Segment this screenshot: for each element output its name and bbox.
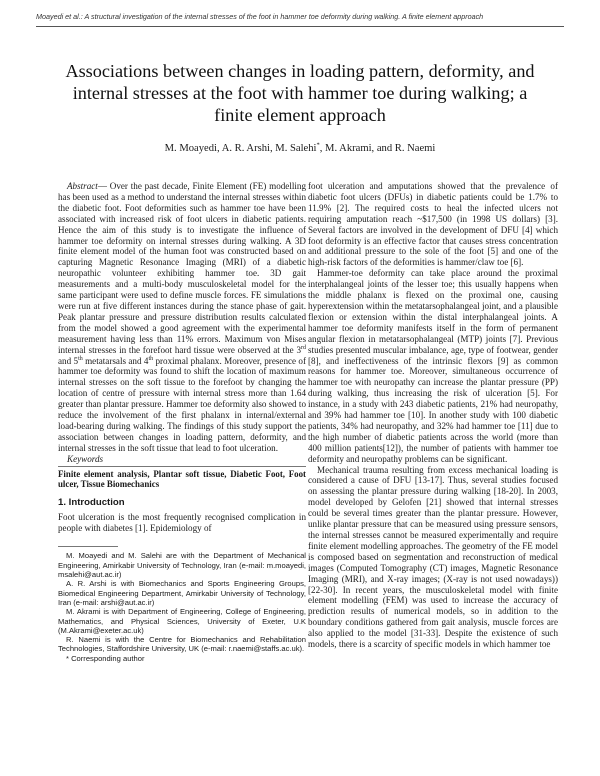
keywords-heading: Keywords (67, 453, 104, 464)
right-column (308, 181, 558, 650)
abstract-dash: — (97, 181, 110, 191)
keywords-list: Finite element analysis, Plantar soft tissue, Diabetic Foot, Foot ulcer, Tissue Biomechanics (58, 468, 306, 490)
affiliation-item: R. Naemi is with the Centre for Biomechanics and Rehabilitation Technologies, Staffordshire University, UK (e-mail: r.naemi@staffs.ac.uk). (58, 635, 306, 654)
header-rule (36, 26, 564, 27)
abstract-and: and 5 (58, 355, 79, 366)
abstract-text: Over the past decade, Finite Element (FE) modelling has been used as a method to understand the internal stresses within the diabetic foot. Foot deformities such as hammer toe have been associated with increased risk of foot ulcers in diabetic patients. Hence the aim of this study is to investigate the influence of hammer toe deformity on internal stresses during walking. A 3D finite element model of the human foot was constructed based on capturing Magnetic Resonance Imaging (MRI) of a diabetic neuropathic volunteer exhibiting hammer toe. 3D gait measurements and a multi-body musculoskeletal model for the same participant were used to define muscle forces. FE simulations were run at five different instances during the stance phase of gait. Peak plantar pressure and pressure distribution results calculated from the model showed a good agreement with the experimental measurement having less than 11% errors. Maximum von Mises internal stresses in the forefoot hard tissue were observed at the 3 (58, 181, 306, 355)
abstract-sup-th-1: th (78, 355, 83, 362)
abstract-label: Abstract (67, 181, 98, 191)
author-list (0, 143, 600, 154)
body-paragraph: Mechanical trauma resulting from excess mechanical loading is considered a cause of DFU [13-17]. Thus, several studies focused on assessing the plantar pressure during walking [18-20]. In 2003, model developed by Gelofen [21] showed that internal stresses could be several times greater than the plantar pressure. However, unlike plantar pressure that can be measured using pressure sensors, the internal stresses cannot be measured experimentally and require finite element modelling approaches. The geometry of the FE model is composed based on segmentation and reconstruction of medical images (Computed Tomography (CT) images, Magnetic Resonance Imaging (MRI), and X-ray images; (X-ray is not used nowadays)) [22-30]. In recent years, the musculoskeletal model with finite element modelling (FEM) was used to increase the accuracy of prediction results of numerical models, so in addition to the boundary conditions gathered from gait analysis, muscle forces are also applied to the model [31-33]. Despite the existence of such models, there is a scarcity of specific models in which hammer toe (308, 464, 558, 650)
affiliation-item: M. Akrami is with Department of Engineering, College of Engineering, Mathematics, and Physical Sciences, University of Exeter, U.K (M.Akrami@exeter.ac.uk) (58, 607, 306, 635)
authors-part-1: M. Moayedi, A. R. Arshi, M. Salehi (164, 143, 317, 154)
affiliation-item: A. R. Arshi is with Biomechanics and Sports Engineering Groups, Biomedical Engineering Department, Amirkabir University of Technology, Iran (e-mail: arshi@aut.ac.ir) (58, 579, 306, 607)
corresponding-mark: * (316, 141, 320, 149)
abstract-sup-rd: rd (301, 344, 306, 351)
abstract-text-3: proximal phalanx. Moreover, presence of hammer toe deformity was found to shift the location of maximum internal stresses on the soft tissue to the forefoot by changing the location of centre of pressure with internal stress more than 1.64 greater than plantar pressure. Hammer toe deformity also showed to reduce the involvement of the first phalanx in internal/external load-bearing during walking. The findings of this study support the association between changes in loading pattern, deformity, and internal stresses in the soft tissue that lead to foot ulceration. (58, 355, 307, 453)
abstract-text-2: metatarsals and 4 (82, 355, 149, 366)
running-head: Moayedi et al.: A structural investigation of the internal stresses of the foot in hammer toe deformity during walking. A finite element approach (36, 12, 484, 21)
abstract (58, 181, 306, 454)
authors-part-2: , M. Akrami, and R. Naemi (319, 143, 436, 154)
left-column (58, 181, 306, 663)
section-heading-introduction: 1. Introduction (58, 496, 125, 508)
intro-paragraph: Foot ulceration is the most frequently recognised complication in people with diabetes [1]. Epidemiology of (58, 511, 306, 533)
body-paragraph: foot ulceration and amputations showed that the prevalence of diabetic foot ulcers (DFUs) in diabetic patients could be 1.7% to 11.9% [2]. The required costs to heal the infected ulcers not requiring amputation reach ~$17,500 (in 1998 US dollars) [3]. Several factors are involved in the development of DFU [4] which foot deformity is an effective factor that causes stress concentration and additional pressure to the sole of the foot [5] and one of the high-risk factors of the deformities is hammer/claw toe [6]. (308, 181, 558, 268)
abstract-sup-th-2: th (148, 355, 154, 362)
affiliation-item: M. Moayedi and M. Salehi are with the Department of Mechanical Engineering, Amirkabir University of Technology, Iran (e-mail: m.moayedi, msalehi@aut.ac.ir) (58, 551, 306, 580)
footnote-rule (58, 546, 118, 547)
paper-title: Associations between changes in loading pattern, deformity, and internal stresses at the foot with hammer toe during walking; a finite element approach (65, 61, 535, 125)
corresponding-author-note: * Corresponding author (66, 653, 145, 663)
body-paragraph: Hammer-toe deformity can take place around the proximal interphalangeal joints of the lesser toe; this usually happens when the middle phalanx is flexed on the proximal one, causing hyperextension within the metatarsophalangeal joint, and a plausible flexion or extension within the distal interphalangeal joints. A hammer toe deformity manifests itself in the form of permanent angular flexion in metatarsophalangeal (MTP) joints [7]. Previous studies presented muscular imbalance, age, type of footwear, gender [8], and ineffectiveness of the intrinsic flexors [9] as common reasons for hammer toe. Moreover, simultaneous occurrence of hammer toe with neuropathy can increase the plantar pressure (PP) during walking, thus increasing the risk of ulceration [5]. For instance, in a study with 243 diabetic patients, 21% had neuropathy, and 39% had hammer toe [10]. In another study with 100 diabetic patients, 34% had neuropathy, and 32% had hammer toe [11] due to the high number of diabetic patients across the world (more than 400 million patients[12]), the number of patients with hammer toe deformity and neuropathy problems can be significant. (308, 268, 558, 464)
keywords-rule (58, 466, 306, 467)
affiliations (58, 546, 306, 663)
